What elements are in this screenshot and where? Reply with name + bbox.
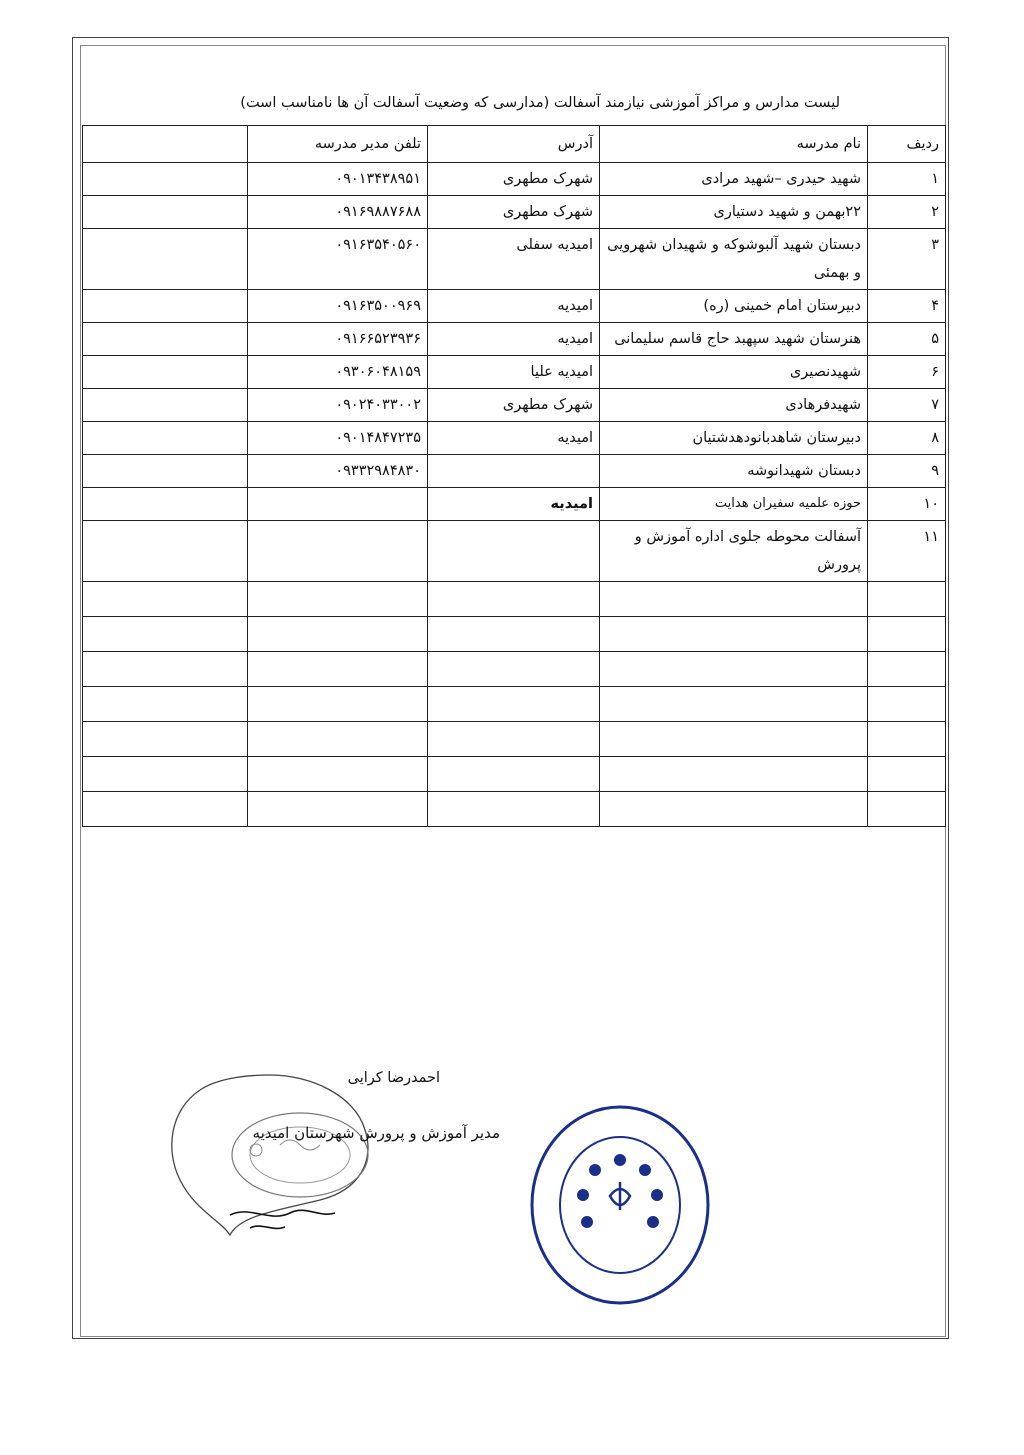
empty-cell bbox=[428, 582, 600, 617]
signer-position: مدیر آموزش و پرورش شهرستان امیدیه bbox=[252, 1124, 500, 1142]
blank-cell bbox=[83, 290, 248, 323]
empty-cell bbox=[83, 757, 248, 792]
table-row bbox=[83, 521, 946, 582]
empty-cell bbox=[83, 792, 248, 827]
empty-table-row bbox=[83, 722, 946, 757]
empty-table-row bbox=[83, 582, 946, 617]
council-seal-icon bbox=[525, 1100, 715, 1310]
empty-cell bbox=[248, 687, 428, 722]
row-number: ۵ bbox=[868, 323, 946, 356]
schools-table bbox=[82, 125, 946, 827]
empty-cell bbox=[868, 652, 946, 687]
empty-cell bbox=[600, 617, 868, 652]
empty-cell bbox=[83, 617, 248, 652]
school-address: امیدیه bbox=[428, 290, 600, 323]
principal-phone: ۰۹۰۱۴۸۴۷۲۳۵ bbox=[248, 422, 428, 455]
school-name: دبستان شهید آلبوشوکه و شهیدان شهرویی و بهمئی bbox=[600, 229, 868, 290]
principal-phone bbox=[248, 488, 428, 521]
empty-cell bbox=[428, 687, 600, 722]
blank-cell bbox=[83, 229, 248, 290]
principal-phone: ۰۹۰۱۳۴۳۸۹۵۱ bbox=[248, 163, 428, 196]
empty-cell bbox=[868, 757, 946, 792]
blank-cell bbox=[83, 455, 248, 488]
table-row bbox=[83, 356, 946, 389]
blank-cell bbox=[83, 422, 248, 455]
school-name: ۲۲بهمن و شهید دستیاری bbox=[600, 196, 868, 229]
blank-cell bbox=[83, 521, 248, 582]
empty-cell bbox=[248, 722, 428, 757]
empty-cell bbox=[868, 582, 946, 617]
table-row bbox=[83, 196, 946, 229]
school-address bbox=[428, 521, 600, 582]
school-address: شهرک مطهری bbox=[428, 196, 600, 229]
empty-cell bbox=[868, 792, 946, 827]
empty-cell bbox=[83, 582, 248, 617]
empty-table-row bbox=[83, 687, 946, 722]
empty-cell bbox=[600, 757, 868, 792]
principal-phone bbox=[248, 521, 428, 582]
empty-cell bbox=[428, 722, 600, 757]
row-number: ۹ bbox=[868, 455, 946, 488]
table-row bbox=[83, 229, 946, 290]
school-address: امیدیه سفلی bbox=[428, 229, 600, 290]
empty-cell bbox=[248, 757, 428, 792]
table-row bbox=[83, 389, 946, 422]
school-name: حوزه علمیه سفیران هدایت bbox=[600, 488, 868, 521]
header-principal-phone: تلفن مدیر مدرسه bbox=[248, 126, 428, 163]
school-name: شهیدفرهادی bbox=[600, 389, 868, 422]
school-name: شهید حیدری –شهید مرادی bbox=[600, 163, 868, 196]
principal-phone: ۰۹۱۶۶۵۲۳۹۳۶ bbox=[248, 323, 428, 356]
header-blank bbox=[83, 126, 248, 163]
empty-table-row bbox=[83, 617, 946, 652]
header-address: آدرس bbox=[428, 126, 600, 163]
empty-cell bbox=[600, 582, 868, 617]
row-number: ۱۱ bbox=[868, 521, 946, 582]
table-row bbox=[83, 422, 946, 455]
school-name: دبیرستان امام خمینی (ره) bbox=[600, 290, 868, 323]
empty-cell bbox=[83, 687, 248, 722]
row-number: ۷ bbox=[868, 389, 946, 422]
empty-cell bbox=[868, 617, 946, 652]
empty-cell bbox=[428, 757, 600, 792]
blank-cell bbox=[83, 389, 248, 422]
principal-phone: ۰۹۳۰۶۰۴۸۱۵۹ bbox=[248, 356, 428, 389]
blank-cell bbox=[83, 356, 248, 389]
row-number: ۳ bbox=[868, 229, 946, 290]
table-row bbox=[83, 290, 946, 323]
empty-table-row bbox=[83, 792, 946, 827]
signer-name: احمدرضا کرایی bbox=[347, 1070, 440, 1086]
school-name: دبیرستان شاهدبانودهدشتیان bbox=[600, 422, 868, 455]
empty-cell bbox=[248, 652, 428, 687]
document-title: لیست مدارس و مراکز آموزشی نیازمند آسفالت (مدارسی که وضعیت آسفالت آن ها نامناسب است) bbox=[240, 95, 840, 111]
blank-cell bbox=[83, 163, 248, 196]
principal-phone: ۰۹۱۶۳۵۰۰۹۶۹ bbox=[248, 290, 428, 323]
principal-phone: ۰۹۰۲۴۰۳۳۰۰۲ bbox=[248, 389, 428, 422]
table-row bbox=[83, 323, 946, 356]
row-number: ۲ bbox=[868, 196, 946, 229]
row-number: ۸ bbox=[868, 422, 946, 455]
school-address: شهرک مطهری bbox=[428, 163, 600, 196]
row-number: ۴ bbox=[868, 290, 946, 323]
empty-cell bbox=[868, 722, 946, 757]
school-name: آسفالت محوطه جلوی اداره آموزش و پرورش bbox=[600, 521, 868, 582]
school-name: دبستان شهیدانوشه bbox=[600, 455, 868, 488]
empty-cell bbox=[428, 617, 600, 652]
empty-rows-group bbox=[83, 582, 946, 827]
empty-cell bbox=[600, 722, 868, 757]
header-school-name: نام مدرسه bbox=[600, 126, 868, 163]
empty-table-row bbox=[83, 757, 946, 792]
empty-cell bbox=[83, 722, 248, 757]
empty-cell bbox=[868, 687, 946, 722]
header-row-number: ردیف bbox=[868, 126, 946, 163]
empty-cell bbox=[248, 617, 428, 652]
table-row bbox=[83, 455, 946, 488]
school-name: شهیدنصیری bbox=[600, 356, 868, 389]
empty-table-row bbox=[83, 652, 946, 687]
blank-cell bbox=[83, 196, 248, 229]
table-row bbox=[83, 488, 946, 521]
school-address: امیدیه bbox=[428, 422, 600, 455]
principal-phone: ۰۹۱۶۳۵۴۰۵۶۰ bbox=[248, 229, 428, 290]
row-number: ۶ bbox=[868, 356, 946, 389]
row-number: ۱۰ bbox=[868, 488, 946, 521]
school-address bbox=[428, 455, 600, 488]
table-header-row bbox=[83, 126, 946, 163]
school-address: امیدیه علیا bbox=[428, 356, 600, 389]
empty-cell bbox=[600, 687, 868, 722]
empty-cell bbox=[248, 792, 428, 827]
table-row bbox=[83, 163, 946, 196]
empty-cell bbox=[248, 582, 428, 617]
principal-phone: ۰۹۳۳۲۹۸۴۸۳۰ bbox=[248, 455, 428, 488]
school-address: امیدیه bbox=[428, 323, 600, 356]
principal-phone: ۰۹۱۶۹۸۸۷۶۸۸ bbox=[248, 196, 428, 229]
blank-cell bbox=[83, 323, 248, 356]
school-address: امیدیه bbox=[428, 488, 600, 521]
school-address: شهرک مطهری bbox=[428, 389, 600, 422]
empty-cell bbox=[83, 652, 248, 687]
blank-cell bbox=[83, 488, 248, 521]
empty-cell bbox=[428, 652, 600, 687]
empty-cell bbox=[428, 792, 600, 827]
empty-cell bbox=[600, 792, 868, 827]
empty-cell bbox=[600, 652, 868, 687]
row-number: ۱ bbox=[868, 163, 946, 196]
school-name: هنرستان شهید سپهبد حاج قاسم سلیمانی bbox=[600, 323, 868, 356]
